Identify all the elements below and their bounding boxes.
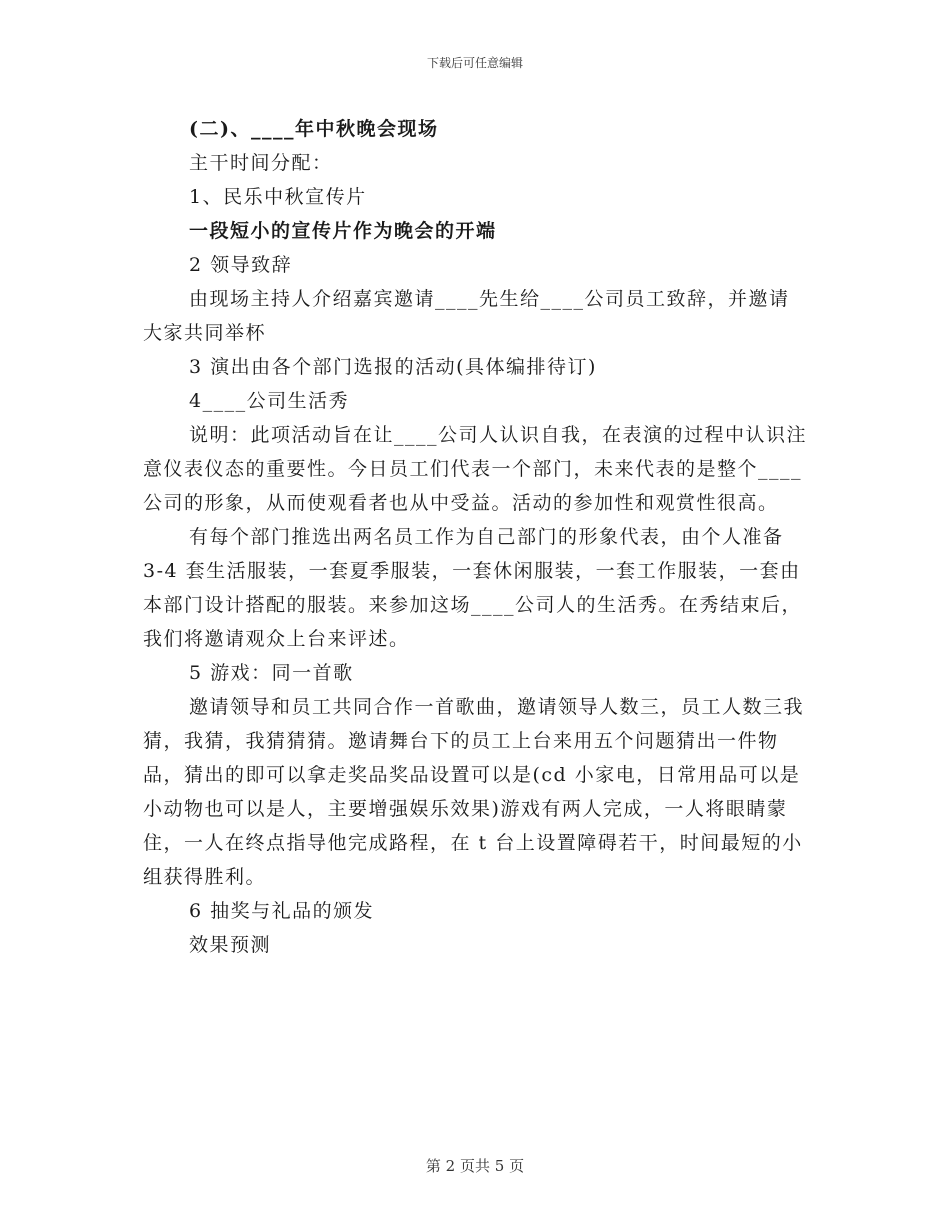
paragraph-show-detail: 有每个部门推选出两名员工作为自己部门的形象代表，由个人准备 3-4 套生活服装，一套夏季服装，一套休闲服装，一套工作服装，一套由本部门设计搭配的服装。来参加这场____公司人的生活秀。在秀结束后，我们将邀请观众上台来评述。 xyxy=(143,526,803,650)
paragraph-timing: 主干时间分配： xyxy=(189,152,333,174)
page-number: 第 2 页共 5 页 xyxy=(425,1157,525,1175)
document-body xyxy=(143,112,808,962)
item-effect-forecast: 效果预测 xyxy=(189,934,272,956)
paragraph-speech-desc: 由现场主持人介绍嘉宾邀请____先生给____公司员工致辞，并邀请大家共同举杯 xyxy=(143,288,790,344)
paragraph-promo-desc: 一段短小的宣传片作为晚会的开端 xyxy=(189,220,497,242)
item-lottery: 6 抽奖与礼品的颁发 xyxy=(189,900,375,922)
paragraph-show-explain: 说明：此项活动旨在让____公司人认识自我，在表演的过程中认识注意仪表仪态的重要性。今日员工们代表一个部门，未来代表的是整个____公司的形象，从而使观看者也从中受益。活动的参加性和观赏性很高。 xyxy=(143,424,808,514)
header-note: 下载后可任意编辑 xyxy=(426,56,523,70)
item-leader-speech: 2 领导致辞 xyxy=(189,254,293,276)
item-game: 5 游戏：同一首歌 xyxy=(189,662,354,684)
item-promo-video: 1、民乐中秋宣传片 xyxy=(189,186,367,208)
section-title: (二)、____年中秋晚会现场 xyxy=(189,118,439,140)
item-performance: 3 演出由各个部门选报的活动(具体编排待订) xyxy=(189,356,597,378)
paragraph-game-desc: 邀请领导和员工共同合作一首歌曲，邀请领导人数三，员工人数三我猜，我猜，我猜猜猜。邀请舞台下的员工上台来用五个问题猜出一件物品，猜出的即可以拿走奖品奖品设置可以是(cd 小家电，日常用品可以是小动物也可以是人，主要增强娱乐效果)游戏有两人完成，一人将眼睛蒙住，一人在终点指导他完成路程，在 t 台上设置障碍若干，时间最短的小组获得胜利。 xyxy=(143,696,805,888)
item-life-show: 4____公司生活秀 xyxy=(189,390,350,412)
